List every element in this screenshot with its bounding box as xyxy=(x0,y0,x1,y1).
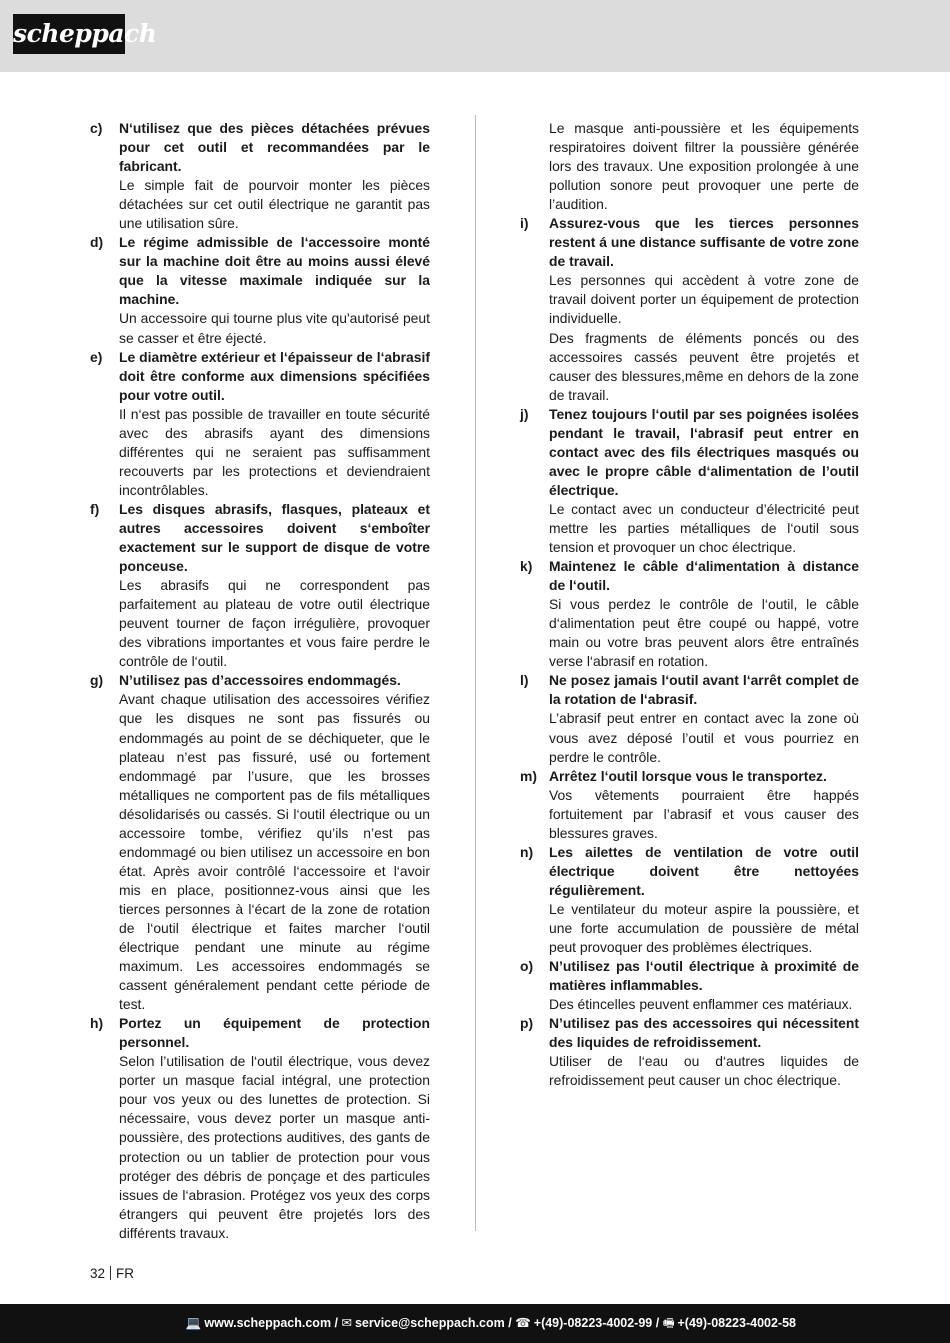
item-title: Le régime admissible de l‘accessoire monté sur la machine doit être au moins aussi élevé que la vitesse maximale indiquée sur la machine. xyxy=(119,234,430,308)
item-paragraph: Si vous perdez le contrôle de l‘outil, le câble d‘alimentation peut être coupé ou happé, votre main ou votre bras peuvent alors être entraînés verse l‘abrasif en rotation. xyxy=(549,596,859,670)
item-body xyxy=(549,709,859,766)
computer-icon: 💻 xyxy=(185,1316,202,1330)
item-paragraph: Le ventilateur du moteur aspire la poussière, et une forte accumulation de poussière de métal peut provoquer des problèmes électriques. xyxy=(549,900,859,956)
fax-icon: 🖷 xyxy=(662,1316,675,1330)
item-letter: g) xyxy=(90,672,104,689)
item-body xyxy=(549,595,859,671)
item-letter: n) xyxy=(520,843,534,860)
item-title: Tenez toujours l‘outil par ses poignées isolées pendant le travail, l‘abrasif peut entrer en contact avec des fils électriques masqués ou avec le propre câble d‘alimentation de l’outil électrique. xyxy=(549,405,859,498)
item-letter: d) xyxy=(90,234,104,251)
list-item xyxy=(520,767,859,843)
item-letter: i) xyxy=(520,215,529,232)
right-column xyxy=(520,119,859,1090)
item-paragraph: Vos vêtements pourraient être happés fortuitement par l’abrasif et vous causer des blessures graves. xyxy=(549,786,859,841)
list-item xyxy=(520,405,859,557)
item-paragraph: Il n‘est pas possible de travailler en toute sécurité avec des abrasifs ayant des dimensions différentes qui ne seraient pas suffisamment recouverts par les protections et deviendraient incontrôlables. xyxy=(119,405,430,498)
item-letter: j) xyxy=(520,405,529,422)
item-title: N’utilisez pas l‘outil électrique à proximité de matières inflammables. xyxy=(549,958,859,994)
scheppach-logo: scheppach xyxy=(13,14,125,54)
list-item xyxy=(90,500,430,671)
list-item xyxy=(520,843,859,957)
item-title: Les disques abrasifs, flasques, plateaux et autres accessoires doivent s‘emboîter exactement sur le support de disque de votre ponceuse. xyxy=(119,500,430,575)
item-body xyxy=(119,690,430,1014)
item-body xyxy=(119,405,430,500)
item-body xyxy=(549,500,859,557)
item-paragraph: Le simple fait de pourvoir monter les pièces détachées sur cet outil électrique ne garantit pas une utilisation sûre. xyxy=(119,177,430,232)
item-title: Maintenez le câble d‘alimentation à distance de l‘outil. xyxy=(549,558,859,594)
footer-phone: +(49)-08223-4002-99 / xyxy=(533,1316,660,1330)
item-title: N‘utilisez que des pièces détachées prévues pour cet outil et recommandées par le fabricant. xyxy=(119,120,430,175)
item-title: Arrêtez l‘outil lorsque vous le transportez. xyxy=(549,767,827,784)
list-item xyxy=(520,671,859,766)
page-number-separator xyxy=(110,1266,111,1280)
item-letter: f) xyxy=(90,500,100,517)
item-letter: l) xyxy=(520,672,529,689)
footer-bar xyxy=(0,1304,950,1343)
item-letter: h) xyxy=(90,1015,104,1032)
list-item xyxy=(90,119,430,233)
left-column xyxy=(90,119,430,1243)
phone-icon: ☎ xyxy=(515,1316,531,1330)
item-body xyxy=(119,176,430,233)
envelope-icon: ✉ xyxy=(341,1316,352,1330)
footer-website[interactable]: www.scheppach.com / xyxy=(204,1316,339,1330)
continuation-paragraph xyxy=(520,119,859,214)
header-bar xyxy=(0,0,950,72)
item-letter: m) xyxy=(520,767,537,784)
page-language: FR xyxy=(116,1266,135,1281)
item-body xyxy=(119,309,430,347)
continuation-text: Le masque anti-poussière et les équipements respiratoires doivent filtrer la poussière générée lors des travaux. Une exposition prolongée à une pollution sonore peut provoquer une perte de l’audition. xyxy=(549,120,859,213)
item-title: N’utilisez pas des accessoires qui nécessitent des liquides de refroidissement. xyxy=(549,1015,859,1051)
list-item xyxy=(520,557,859,671)
item-title: Portez un équipement de protection personnel. xyxy=(119,1015,430,1051)
page-number xyxy=(90,1265,134,1283)
item-paragraph: L’abrasif peut entrer en contact avec la zone où vous avez déposé l’outil et vous pourriez en perdre le contrôle. xyxy=(549,710,859,765)
item-paragraph: Selon l’utilisation de l‘outil électrique, vous devez porter un masque facial intégral, une protection pour vos yeux ou des lunettes de protection. Si nécessaire, vous devez porter un masque anti-poussière, des protections auditives, des gants de protection ou un tablier de protection pour vous protéger des débris de ponçage et des particules issues de l‘abrasion. Protégez vos yeux des corps étrangers qui peuvent être projetés lors des différents travaux. xyxy=(119,1053,430,1241)
item-body xyxy=(119,576,430,671)
item-body xyxy=(549,1052,859,1090)
item-letter: p) xyxy=(520,1015,534,1032)
item-letter: k) xyxy=(520,558,533,575)
list-item xyxy=(520,957,859,1014)
footer-email[interactable]: service@scheppach.com / xyxy=(354,1316,512,1330)
item-paragraph: Les abrasifs qui ne correspondent pas parfaitement au plateau de votre outil électrique peuvent tourner de façon irrégulière, provoquer des vibrations importantes et vous faire perdre le contrôle de l‘outil. xyxy=(119,577,430,670)
item-paragraph: Un accessoire qui tourne plus vite qu'autorisé peut se casser et être éjecté. xyxy=(119,310,430,346)
item-paragraph: Avant chaque utilisation des accessoires vérifiez que les disques ne sont pas fissurés ou endommagés au point de se déchiqueter, que le plateau n’est pas fissuré, usé ou fortement endommagé par l’usure, que les brosses métalliques ne comportent pas de fils métalliques désolidarisés ou cassés. Si l‘outil électrique ou un accessoire tombe, vérifiez qu’ils n’est pas endommagé ou bien utilisez un accessoire en bon état. Après avoir contrôlé l‘accessoire et l‘avoir mis en place, positionnez-vous ainsi que les tierces personnes à l‘écart de la zone de rotation de l‘outil électrique et faites marcher l‘outil électrique pendant une minute au régime maximum. Les accessoires endommagés se cassent généralement pendant cette période de test. xyxy=(119,691,430,1013)
item-body xyxy=(119,1052,430,1242)
item-title: N’utilisez pas d’accessoires endommagés. xyxy=(119,672,401,689)
item-body xyxy=(549,786,859,843)
list-item xyxy=(520,1014,859,1090)
list-item xyxy=(90,1014,430,1243)
list-item xyxy=(90,233,430,347)
item-letter: o) xyxy=(520,958,534,975)
list-item xyxy=(90,348,430,500)
item-title: Les ailettes de ventilation de votre outil électrique doivent être nettoyées régulièrement. xyxy=(549,843,859,898)
item-title: Assurez-vous que les tierces personnes restent á une distance suffisante de votre zone de travail. xyxy=(549,215,859,270)
item-letter: e) xyxy=(90,348,103,365)
footer-fax: +(49)-08223-4002-58 xyxy=(677,1316,796,1330)
column-divider xyxy=(475,115,476,1231)
item-body xyxy=(549,900,859,957)
item-title: Ne posez jamais l‘outil avant l‘arrêt complet de la rotation de l‘abrasif. xyxy=(549,672,859,708)
item-body xyxy=(549,271,859,404)
item-letter: c) xyxy=(90,120,103,136)
item-title: Le diamètre extérieur et l‘épaisseur de l‘abrasif doit être conforme aux dimensions spécifiées pour votre outil. xyxy=(119,348,430,403)
item-paragraph: Les personnes qui accèdent à votre zone de travail doivent porter un équipement de protection individuelle. xyxy=(549,272,859,327)
item-body xyxy=(549,995,859,1014)
page-number-value: 32 xyxy=(90,1266,106,1281)
list-item xyxy=(520,214,859,404)
item-paragraph: Le contact avec un conducteur d’électricité peut mettre les parties métalliques de l‘outil sous tension et provoquer un choc électrique. xyxy=(549,500,859,556)
item-paragraph: Utiliser de l‘eau ou d‘autres liquides de refroidissement peut causer un choc électrique. xyxy=(549,1053,859,1089)
list-item xyxy=(90,671,430,1014)
item-paragraph: Des étincelles peuvent enflammer ces matériaux. xyxy=(549,996,853,1013)
item-paragraph: Des fragments de éléments poncés ou des accessoires cassés peuvent être projetés et causer des blessures,même en dehors de la zone de travail. xyxy=(549,329,859,403)
footer-contact xyxy=(186,1304,796,1343)
